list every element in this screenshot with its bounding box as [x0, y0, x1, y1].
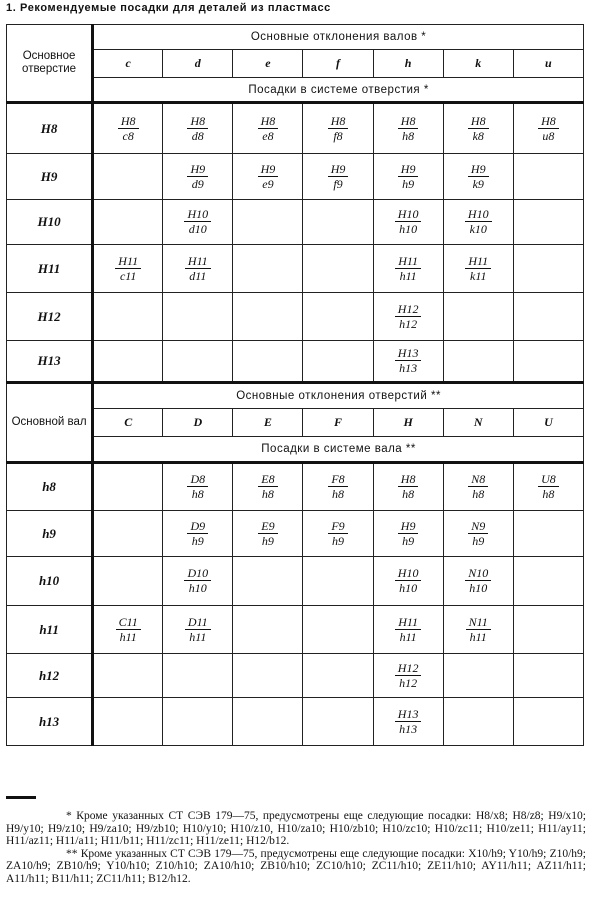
fit-denominator: h11	[399, 268, 417, 283]
table-row	[7, 341, 584, 383]
fit-numerator: F8	[328, 472, 347, 487]
row-label: h8	[7, 463, 93, 511]
fit-numerator: D10	[184, 566, 211, 581]
deviation-header: E	[233, 409, 303, 437]
fit-fraction	[258, 162, 279, 191]
fit-denominator: h12	[399, 316, 418, 331]
fit-numerator: H10	[395, 566, 422, 581]
empty-cell	[513, 245, 583, 293]
fit-numerator: U8	[538, 472, 559, 487]
fit-numerator: H13	[395, 346, 422, 361]
fit-cell	[373, 654, 443, 698]
fit-denominator: h13	[399, 721, 418, 736]
fit-cell	[373, 200, 443, 245]
fit-denominator: h9	[402, 176, 415, 191]
footnote-rule	[6, 796, 36, 799]
empty-cell	[93, 154, 163, 200]
deviation-header: e	[233, 50, 303, 78]
fit-denominator: d11	[189, 268, 207, 283]
empty-cell	[303, 245, 373, 293]
table-row	[7, 245, 584, 293]
fit-numerator: H10	[395, 207, 422, 222]
fit-numerator: E8	[258, 472, 277, 487]
fit-denominator: f9	[333, 176, 343, 191]
fit-denominator: h8	[332, 487, 345, 501]
table-row	[7, 200, 584, 245]
fit-fraction	[184, 566, 211, 595]
fit-cell	[373, 103, 443, 154]
fit-cell	[163, 103, 233, 154]
fit-cell	[233, 511, 303, 557]
fit-cell	[443, 606, 513, 654]
fit-cell	[233, 103, 303, 154]
fit-cell	[513, 463, 583, 511]
fit-fraction	[258, 472, 277, 501]
deviation-header: c	[93, 50, 163, 78]
empty-cell	[443, 698, 513, 746]
table-row	[7, 654, 584, 698]
empty-cell	[303, 698, 373, 746]
empty-cell	[443, 341, 513, 383]
fit-numerator: H8	[398, 472, 419, 487]
fit-numerator: H13	[395, 707, 422, 722]
fit-fraction	[465, 207, 492, 236]
fit-numerator: H11	[395, 254, 421, 269]
fit-cell	[163, 511, 233, 557]
empty-cell	[443, 293, 513, 341]
fit-numerator: N10	[465, 566, 491, 581]
fit-fraction	[328, 162, 349, 191]
fit-fraction	[187, 519, 208, 548]
fit-fraction	[468, 472, 488, 501]
table-row	[7, 154, 584, 200]
deviation-header: N	[443, 409, 513, 437]
fit-cell	[233, 154, 303, 200]
fit-denominator: h9	[472, 533, 485, 548]
fit-cell	[373, 463, 443, 511]
table-title: 1. Рекомендуемые посадки для деталей из пластмасс	[6, 2, 331, 14]
fit-denominator: h9	[261, 533, 274, 548]
fit-numerator: H11	[185, 254, 211, 269]
row-label: h10	[7, 557, 93, 606]
fit-fraction	[398, 114, 419, 143]
fit-fraction	[258, 519, 277, 548]
empty-cell	[233, 200, 303, 245]
fit-fraction	[395, 707, 422, 736]
fit-numerator: H9	[468, 162, 489, 177]
fit-numerator: H8	[118, 114, 139, 129]
fit-fraction	[538, 472, 559, 501]
fit-fraction	[328, 519, 347, 548]
footnotes	[6, 810, 586, 886]
fit-cell	[303, 103, 373, 154]
deviation-header: U	[513, 409, 583, 437]
footnote-single-star: * Кроме указанных СТ СЭВ 179—75, предусмотрены еще следующие посадки: H8/x8; H8/z8; H9/x10; H9/y10; H9/z10; H9/za10; H9/zb10; H10/y10; H10/z10, H10/za10; H10/zb10; H10/zc10; H10/zc11; H10/ze11; H11/ay11; H11/az11; H11/a11; H11/b11; H11/zc11; H11/ze11; H12/b12.	[6, 810, 586, 848]
footnote-double-star: ** Кроме указанных СТ СЭВ 179—75, предусмотрены еще следующие посадки: X10/h9; Y10/h9; Z10/h9; ZA10/h9; ZB10/h9; Y10/h10; Z10/h10; ZA10/h10; ZB10/h10; ZC10/h10; ZC11/h10; ZE11/h10; AY11/h11; AZ11/h11; A11/h11; B11/h11; ZC11/h11; B12/h12.	[6, 847, 586, 885]
fit-numerator: H12	[395, 661, 422, 676]
empty-cell	[233, 557, 303, 606]
fit-cell	[303, 463, 373, 511]
fit-fraction	[187, 114, 208, 143]
fit-cell	[303, 511, 373, 557]
fit-denominator: h8	[402, 128, 415, 143]
fit-numerator: F9	[328, 519, 347, 534]
deviation-header: C	[93, 409, 163, 437]
fit-cell	[373, 293, 443, 341]
empty-cell	[163, 698, 233, 746]
fit-fraction	[398, 162, 419, 191]
fit-cell	[443, 557, 513, 606]
fits-table	[6, 24, 584, 746]
fit-numerator: D8	[187, 472, 208, 487]
fit-cell	[163, 154, 233, 200]
fit-denominator: c11	[119, 268, 137, 283]
fit-fraction	[185, 615, 211, 644]
empty-cell	[163, 654, 233, 698]
empty-cell	[93, 293, 163, 341]
deviation-header: h	[373, 50, 443, 78]
empty-cell	[513, 698, 583, 746]
empty-cell	[303, 654, 373, 698]
empty-cell	[513, 606, 583, 654]
empty-cell	[233, 654, 303, 698]
table-row	[7, 463, 584, 511]
row-label: H12	[7, 293, 93, 341]
fit-denominator: h9	[191, 533, 204, 548]
empty-cell	[93, 463, 163, 511]
fit-fraction	[398, 472, 419, 501]
fit-denominator: h9	[402, 533, 415, 548]
fit-fraction	[187, 472, 208, 501]
row-label: h11	[7, 606, 93, 654]
deviation-header: k	[443, 50, 513, 78]
empty-cell	[93, 341, 163, 383]
fit-cell	[163, 463, 233, 511]
base-shaft-label: Основной вал	[7, 383, 93, 463]
fit-denominator: h11	[399, 629, 417, 644]
fit-cell	[93, 245, 163, 293]
fit-denominator: h8	[542, 487, 555, 501]
table-row	[7, 698, 584, 746]
fit-numerator: C11	[116, 615, 141, 630]
fit-denominator: h8	[191, 487, 204, 501]
fit-fraction	[395, 661, 422, 690]
fit-cell	[373, 245, 443, 293]
fit-denominator: h8	[402, 487, 415, 501]
table-row	[7, 606, 584, 654]
empty-cell	[163, 341, 233, 383]
fit-denominator: e9	[262, 176, 274, 191]
fit-fraction	[115, 254, 141, 283]
fit-fraction	[395, 566, 422, 595]
fit-numerator: H9	[398, 519, 419, 534]
fit-fraction	[468, 114, 489, 143]
deviation-header: f	[303, 50, 373, 78]
fit-numerator: D9	[187, 519, 208, 534]
fit-denominator: h10	[188, 581, 207, 595]
hole-system-title: Посадки в системе отверстия *	[93, 78, 584, 103]
fit-numerator: H8	[258, 114, 279, 129]
empty-cell	[303, 293, 373, 341]
fit-fraction	[395, 207, 422, 236]
empty-cell	[93, 557, 163, 606]
fit-cell	[443, 245, 513, 293]
fit-denominator: k9	[472, 176, 484, 191]
fit-cell	[373, 341, 443, 383]
fit-cell	[163, 200, 233, 245]
deviation-header: H	[373, 409, 443, 437]
fit-cell	[373, 557, 443, 606]
fit-fraction	[395, 254, 421, 283]
fit-fraction	[328, 472, 347, 501]
empty-cell	[233, 341, 303, 383]
table-row	[7, 511, 584, 557]
fit-cell	[303, 154, 373, 200]
fit-fraction	[468, 519, 488, 548]
fit-fraction	[465, 254, 491, 283]
empty-cell	[233, 698, 303, 746]
fit-cell	[373, 154, 443, 200]
fit-numerator: H8	[187, 114, 208, 129]
fit-numerator: E9	[258, 519, 277, 534]
fit-numerator: H9	[258, 162, 279, 177]
fit-denominator: d9	[191, 176, 204, 191]
table-row	[7, 293, 584, 341]
fit-denominator: d8	[191, 128, 204, 143]
row-label: H11	[7, 245, 93, 293]
empty-cell	[233, 606, 303, 654]
fit-fraction	[395, 302, 422, 331]
row-label: h13	[7, 698, 93, 746]
fit-denominator: k8	[472, 128, 484, 143]
fit-cell	[513, 103, 583, 154]
fit-numerator: H9	[328, 162, 349, 177]
fit-numerator: N9	[468, 519, 488, 534]
fit-fraction	[466, 615, 491, 644]
fit-numerator: H10	[465, 207, 492, 222]
shaft-system-section	[7, 383, 584, 746]
empty-cell	[163, 293, 233, 341]
fit-cell	[233, 463, 303, 511]
fit-cell	[93, 103, 163, 154]
fit-denominator: h10	[399, 581, 418, 595]
fit-denominator: c8	[122, 128, 134, 143]
empty-cell	[233, 245, 303, 293]
fit-numerator: H9	[187, 162, 208, 177]
empty-cell	[443, 654, 513, 698]
hole-deviations-title: Основные отклонения отверстий **	[93, 383, 584, 409]
row-label: H8	[7, 103, 93, 154]
fit-fraction	[468, 162, 489, 191]
fit-fraction	[328, 114, 349, 143]
empty-cell	[93, 511, 163, 557]
fit-fraction	[398, 519, 419, 548]
shaft-system-title: Посадки в системе вала **	[93, 437, 584, 463]
fit-denominator: d10	[188, 222, 207, 236]
fit-fraction	[118, 114, 139, 143]
fit-cell	[373, 606, 443, 654]
fit-denominator: h12	[399, 675, 418, 690]
fit-numerator: H8	[328, 114, 349, 129]
fit-fraction	[185, 254, 211, 283]
fit-cell	[443, 511, 513, 557]
fit-denominator: f8	[333, 128, 343, 143]
fit-denominator: h13	[399, 361, 418, 375]
row-label: h12	[7, 654, 93, 698]
fit-denominator: u8	[542, 128, 555, 143]
fit-denominator: k11	[470, 268, 487, 283]
fit-denominator: h10	[399, 222, 418, 236]
fit-denominator: h9	[332, 533, 345, 548]
fit-numerator: H11	[115, 254, 141, 269]
empty-cell	[513, 154, 583, 200]
empty-cell	[93, 654, 163, 698]
fit-numerator: H9	[398, 162, 419, 177]
fit-numerator: H8	[468, 114, 489, 129]
fit-cell	[163, 606, 233, 654]
fit-numerator: N11	[466, 615, 491, 630]
row-label: H10	[7, 200, 93, 245]
fit-denominator: e8	[262, 128, 274, 143]
empty-cell	[513, 557, 583, 606]
fit-cell	[163, 245, 233, 293]
fit-numerator: H10	[184, 207, 211, 222]
fit-numerator: H11	[395, 615, 421, 630]
fit-cell	[443, 103, 513, 154]
fit-cell	[93, 606, 163, 654]
empty-cell	[513, 341, 583, 383]
empty-cell	[513, 511, 583, 557]
empty-cell	[303, 557, 373, 606]
fit-cell	[443, 154, 513, 200]
fit-denominator: h11	[119, 629, 137, 644]
empty-cell	[513, 200, 583, 245]
fit-fraction	[116, 615, 141, 644]
fit-numerator: H11	[465, 254, 491, 269]
empty-cell	[93, 200, 163, 245]
deviation-header: d	[163, 50, 233, 78]
empty-cell	[233, 293, 303, 341]
deviation-header: u	[513, 50, 583, 78]
empty-cell	[513, 293, 583, 341]
fit-numerator: H12	[395, 302, 422, 317]
deviation-header: D	[163, 409, 233, 437]
shaft-deviations-title: Основные отклонения валов *	[93, 25, 584, 50]
empty-cell	[303, 341, 373, 383]
fit-denominator: h8	[472, 487, 485, 501]
empty-cell	[93, 698, 163, 746]
empty-cell	[303, 606, 373, 654]
fit-denominator: h11	[189, 629, 207, 644]
fit-fraction	[395, 346, 422, 375]
fit-cell	[443, 200, 513, 245]
fit-denominator: h11	[469, 629, 487, 644]
base-hole-label: Основное отверстие	[7, 25, 93, 103]
table-row	[7, 103, 584, 154]
fit-numerator: D11	[185, 615, 211, 630]
fit-denominator: h10	[469, 581, 488, 595]
fit-cell	[443, 463, 513, 511]
fit-numerator: H8	[398, 114, 419, 129]
row-label: H13	[7, 341, 93, 383]
empty-cell	[513, 654, 583, 698]
deviation-header: F	[303, 409, 373, 437]
fit-denominator: k10	[469, 222, 487, 236]
fit-cell	[163, 557, 233, 606]
fit-fraction	[395, 615, 421, 644]
fit-cell	[373, 511, 443, 557]
fit-numerator: H8	[538, 114, 559, 129]
fit-fraction	[465, 566, 491, 595]
row-label: H9	[7, 154, 93, 200]
hole-system-section	[7, 25, 584, 383]
empty-cell	[303, 200, 373, 245]
row-label: h9	[7, 511, 93, 557]
fit-fraction	[258, 114, 279, 143]
fit-fraction	[184, 207, 211, 236]
fit-fraction	[538, 114, 559, 143]
fit-fraction	[187, 162, 208, 191]
fit-cell	[373, 698, 443, 746]
table-row	[7, 557, 584, 606]
fit-numerator: N8	[468, 472, 488, 487]
fit-denominator: h8	[261, 487, 274, 501]
